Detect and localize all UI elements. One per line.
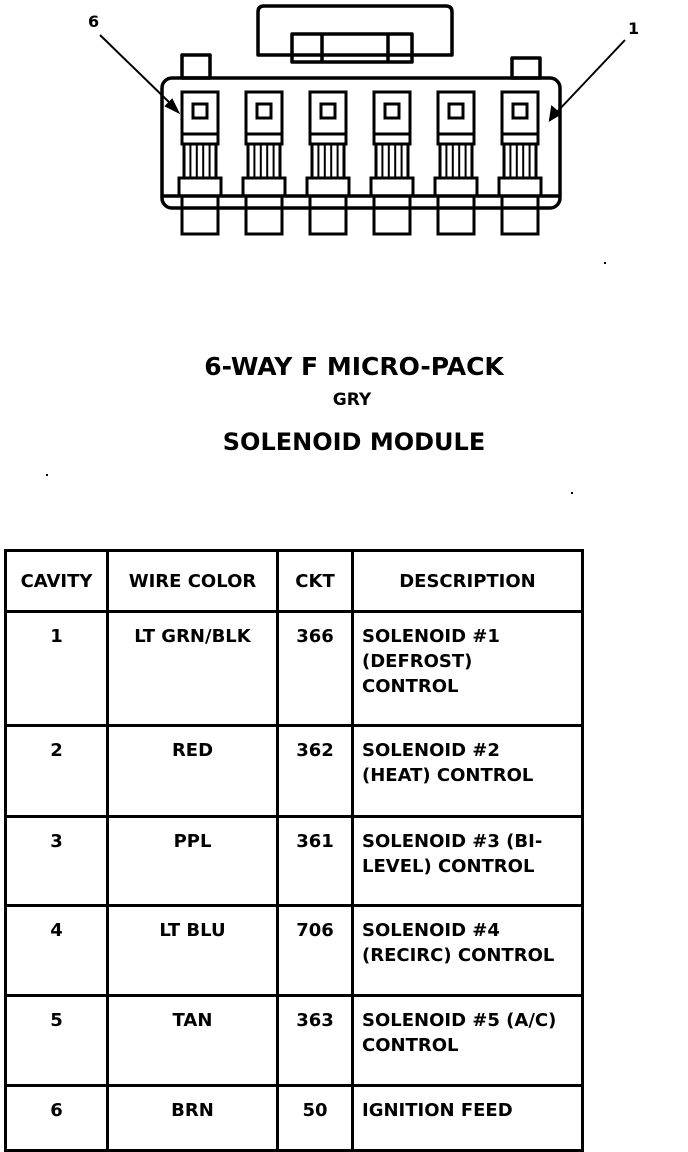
connector-title: 6-WAY F MICRO-PACK	[204, 352, 504, 381]
description-line: CONTROL	[362, 676, 459, 697]
cell-ckt: 50	[278, 1086, 353, 1151]
cell-ckt: 363	[278, 996, 353, 1086]
description-line: (DEFROST)	[362, 651, 473, 672]
module-title: SOLENOID MODULE	[222, 428, 486, 456]
cell-ckt: 366	[278, 612, 353, 726]
cell-ckt: 362	[278, 726, 353, 817]
cell-cavity: 1	[6, 612, 108, 726]
header-description: DESCRIPTION	[353, 551, 583, 612]
cell-cavity: 5	[6, 996, 108, 1086]
connector-ear-right	[512, 58, 540, 78]
connector-latch-tab	[292, 34, 412, 62]
leader-line-pin-1	[556, 40, 625, 113]
cell-description	[353, 1086, 583, 1151]
table-row	[6, 817, 583, 906]
cell-wire-color: PPL	[108, 817, 278, 906]
header-ckt: CKT	[278, 551, 353, 612]
scan-speck	[571, 492, 573, 494]
description-line: LEVEL) CONTROL	[362, 856, 535, 877]
cell-wire-color: LT BLU	[108, 906, 278, 996]
terminal-pin-6	[179, 92, 221, 234]
cell-ckt: 706	[278, 906, 353, 996]
description-line: SOLENOID #5 (A/C)	[362, 1010, 557, 1031]
terminal-pin-2	[435, 92, 477, 234]
description-line: CONTROL	[362, 1035, 459, 1056]
terminal-pin-5	[243, 92, 285, 234]
description-line: (RECIRC) CONTROL	[362, 945, 555, 966]
cell-wire-color: TAN	[108, 996, 278, 1086]
table-row	[6, 996, 583, 1086]
cell-wire-color: RED	[108, 726, 278, 817]
leader-line-pin-6	[100, 35, 172, 105]
header-cavity: CAVITY	[6, 551, 108, 612]
cell-description	[353, 817, 583, 906]
pin-label-6: 6	[88, 12, 100, 31]
cell-description	[353, 612, 583, 726]
cell-ckt: 361	[278, 817, 353, 906]
terminal-pin-4	[307, 92, 349, 234]
cell-description	[353, 726, 583, 817]
pinout-table	[4, 549, 584, 1152]
table-header-row	[6, 551, 583, 612]
connector-ear-left	[182, 55, 210, 78]
terminal-pin-1	[499, 92, 541, 234]
description-line: (HEAT) CONTROL	[362, 765, 534, 786]
cell-description	[353, 996, 583, 1086]
connector-latch	[258, 6, 452, 55]
cell-cavity: 2	[6, 726, 108, 817]
table-row	[6, 612, 583, 726]
description-line: SOLENOID #4	[362, 920, 500, 941]
cell-cavity: 6	[6, 1086, 108, 1151]
table-row	[6, 726, 583, 817]
cell-cavity: 4	[6, 906, 108, 996]
table-row	[6, 906, 583, 996]
cell-description	[353, 906, 583, 996]
table-row	[6, 1086, 583, 1151]
terminal-pin-3	[371, 92, 413, 234]
scan-speck	[46, 474, 48, 476]
description-line: IGNITION FEED	[362, 1100, 513, 1121]
cell-cavity: 3	[6, 817, 108, 906]
description-line: SOLENOID #3 (BI-	[362, 831, 543, 852]
description-line: SOLENOID #1	[362, 626, 500, 647]
description-line: SOLENOID #2	[362, 740, 500, 761]
connector-color: GRY	[332, 390, 372, 410]
cell-wire-color: BRN	[108, 1086, 278, 1151]
scan-speck	[604, 262, 606, 264]
pin-label-1: 1	[628, 19, 640, 38]
connector-diagram	[0, 0, 688, 250]
header-wire-color: WIRE COLOR	[108, 551, 278, 612]
cell-wire-color: LT GRN/BLK	[108, 612, 278, 726]
